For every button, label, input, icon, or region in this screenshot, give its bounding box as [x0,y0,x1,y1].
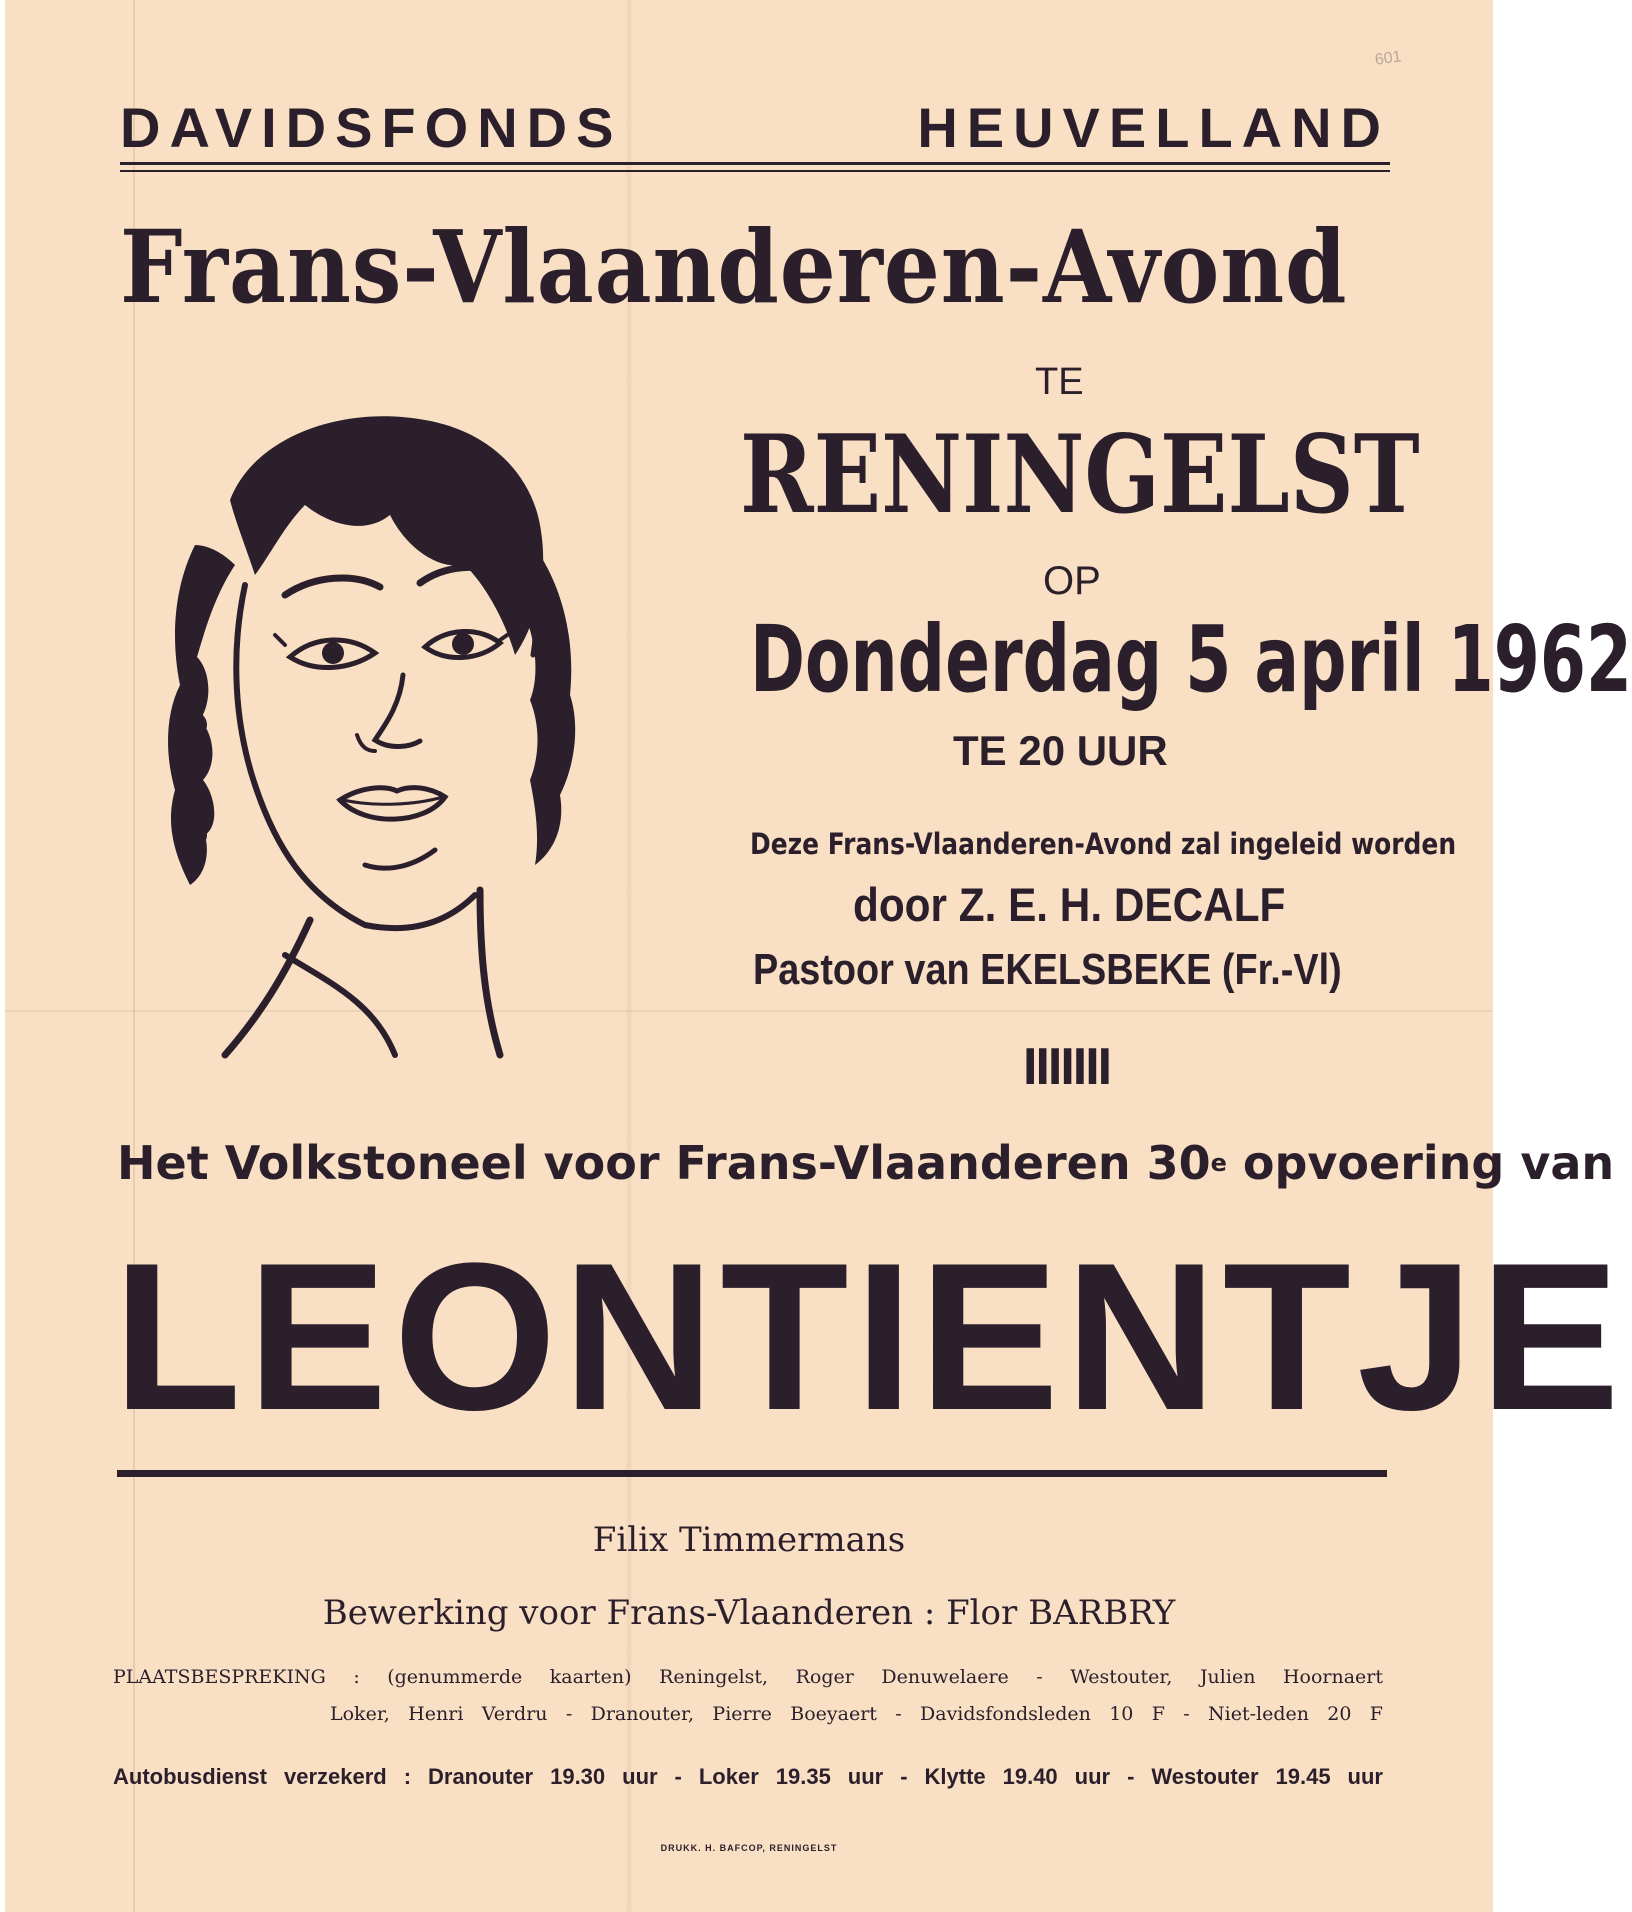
organization-heading: DAVIDSFONDS HEUVELLAND [120,96,1390,159]
performance-text-1: Het Volkstoneel voor Frans-Vlaanderen 30 [117,1136,1211,1190]
op-label: OP [1043,559,1101,603]
reservation-line-2: Loker, Henri Verdru - Dranouter, Pierre Boeyaert - Davidsfondsleden 10 F - Niet-leden 20 F [330,1703,1383,1725]
reservation-line-1: PLAATSBESPREKING : (genummerde kaarten) Reningelst, Roger Denuwelaere - Westouter, Julien Hoornaert [113,1666,1383,1688]
event-date: Donderdag 5 april 1962 [750,606,1632,713]
performance-superscript: e [1210,1149,1227,1177]
separator-bars: IIIIIII [1023,1038,1111,1096]
performance-text-2: opvoering van [1226,1136,1615,1190]
title-rule [117,1470,1387,1477]
archive-mark: 601 [1373,48,1403,69]
author-line: Filix Timmermans [592,1520,906,1560]
poster [5,0,1632,1912]
event-title: Frans-Vlaanderen-Avond [120,208,1348,326]
bus-service-line: Autobusdienst verzekerd : Dranouter 19.30 uur - Loker 19.35 uur - Klytte 19.40 uur - Westouter 19.45 uur [113,1764,1383,1789]
intro-line-1: Deze Frans-Vlaanderen-Avond zal ingeleid worden [750,827,1457,861]
intro-line-2: door Z. E. H. DECALF [853,878,1286,931]
place-name: RENINGELST [740,412,1420,538]
play-title: LEONTIENTJE [113,1219,1626,1454]
woman-portrait-illustration [135,395,660,1075]
performance-line [117,1136,1615,1190]
te-label: TE [1035,361,1084,403]
intro-line-3: Pastoor van EKELSBEKE (Fr.-Vl) [753,945,1342,994]
adaptation-line: Bewerking voor Frans-Vlaanderen : Flor BARBRY [322,1593,1176,1633]
header-rule-bottom [120,170,1390,172]
event-time: TE 20 UUR [953,727,1168,774]
header-rule-top [120,162,1390,165]
printer-credit: DRUKK. H. BAFCOP, RENINGELST [660,1843,838,1853]
